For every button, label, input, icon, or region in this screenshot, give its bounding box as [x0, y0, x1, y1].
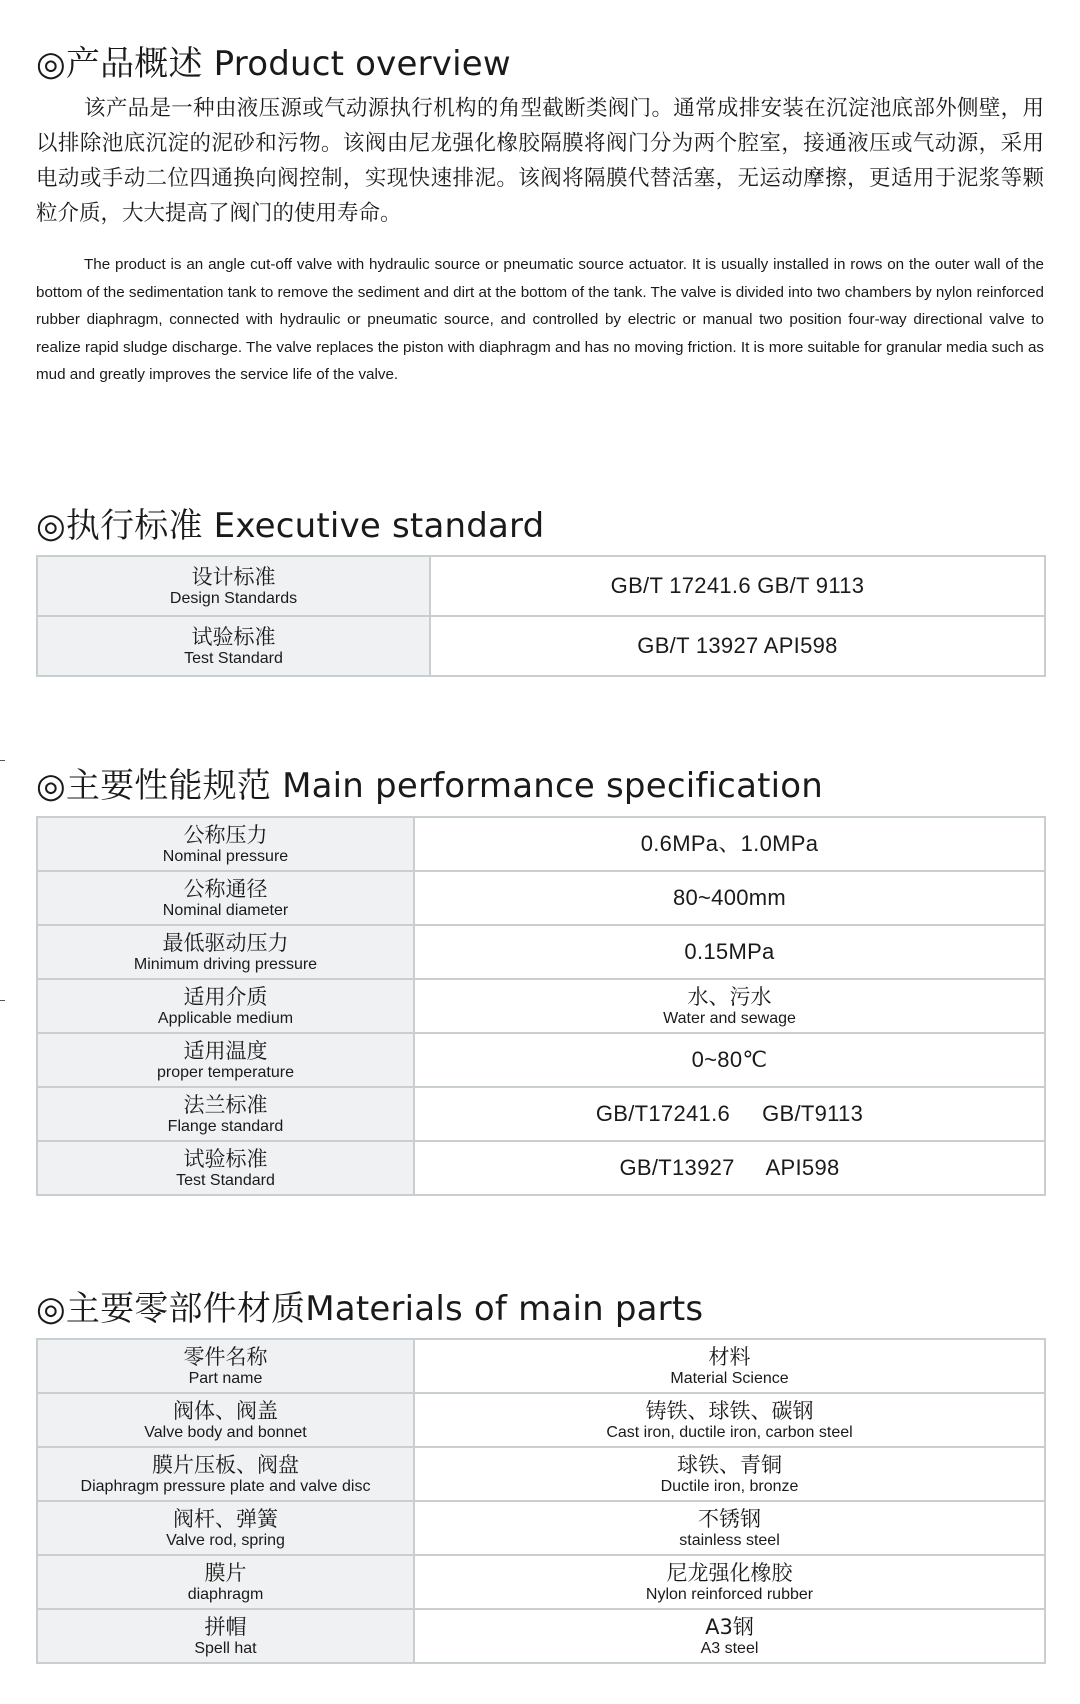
- row-label: [37, 871, 414, 925]
- table-row: [37, 1447, 1045, 1501]
- table-row: [37, 871, 1045, 925]
- row-value: [414, 1087, 1045, 1141]
- row-value: [414, 871, 1045, 925]
- performance-title: ◎主要性能规范 Main performance specification: [36, 766, 824, 806]
- label-en: Design Standards: [169, 589, 298, 607]
- value-text: GB/T 13927 API598: [637, 633, 838, 658]
- label-cn: 零件名称: [183, 1344, 268, 1369]
- executive-table: [36, 555, 1046, 677]
- label-cn: 法兰标准: [183, 1092, 268, 1117]
- table-row: [37, 1501, 1045, 1555]
- executive-title: ◎执行标准 Executive standard: [36, 506, 545, 546]
- value-text-cn: 水、污水: [687, 984, 772, 1009]
- label-en: Valve rod, spring: [166, 1531, 285, 1549]
- row-label: [37, 1033, 414, 1087]
- value-text-cn: 不锈钢: [698, 1506, 761, 1531]
- performance-table: [36, 816, 1046, 1196]
- row-value: [414, 1393, 1045, 1447]
- row-label: [37, 1339, 414, 1393]
- row-label: [37, 1609, 414, 1663]
- row-value: [414, 1141, 1045, 1195]
- row-value: [430, 556, 1045, 616]
- value-text: 0~80℃: [691, 1047, 768, 1072]
- row-value: [414, 925, 1045, 979]
- row-value: [414, 1447, 1045, 1501]
- row-label: [37, 979, 414, 1033]
- label-cn: 适用温度: [183, 1038, 268, 1063]
- row-label: [37, 1501, 414, 1555]
- table-row: [37, 1393, 1045, 1447]
- table-row: [37, 979, 1045, 1033]
- row-value: [414, 817, 1045, 871]
- value-text-en: Material Science: [670, 1369, 789, 1387]
- row-value: [414, 979, 1045, 1033]
- row-value: [414, 1033, 1045, 1087]
- label-en: Test Standard: [176, 1171, 275, 1189]
- row-label: [37, 925, 414, 979]
- label-cn: 膜片: [204, 1560, 247, 1585]
- value-text: GB/T13927 API598: [619, 1155, 840, 1180]
- label-cn: 适用介质: [183, 984, 268, 1009]
- table-row: [37, 925, 1045, 979]
- row-label: [37, 1555, 414, 1609]
- value-text-cn: A3钢: [705, 1614, 754, 1639]
- row-value: [414, 1555, 1045, 1609]
- materials-title: ◎主要零部件材质Materials of main parts: [36, 1289, 704, 1329]
- label-en: Applicable medium: [157, 1009, 294, 1027]
- materials-table: [36, 1338, 1046, 1664]
- label-cn: 最低驱动压力: [162, 930, 289, 955]
- margin-tick: [0, 760, 5, 761]
- value-text-en: Water and sewage: [663, 1009, 796, 1027]
- label-cn: 拼帽: [204, 1614, 247, 1639]
- label-cn: 膜片压板、阀盘: [152, 1452, 299, 1477]
- value-text: GB/T17241.6 GB/T9113: [595, 1101, 864, 1126]
- value-text-cn: 材料: [708, 1344, 751, 1369]
- label-en: diaphragm: [187, 1585, 264, 1603]
- table-row: [37, 556, 1045, 616]
- value-text-en: A3 steel: [700, 1639, 759, 1657]
- row-label: [37, 616, 430, 676]
- table-row: [37, 1555, 1045, 1609]
- label-cn: 试验标准: [183, 1146, 268, 1171]
- row-value: [414, 1339, 1045, 1393]
- label-en: Part name: [188, 1369, 263, 1387]
- value-text-en: stainless steel: [679, 1531, 780, 1549]
- row-label: [37, 1393, 414, 1447]
- label-en: Nominal diameter: [162, 901, 289, 919]
- row-label: [37, 556, 430, 616]
- label-en: Flange standard: [167, 1117, 284, 1135]
- value-text: 80~400mm: [672, 885, 787, 910]
- overview-title: ◎产品概述 Product overview: [36, 44, 511, 84]
- label-en: Nominal pressure: [162, 847, 289, 865]
- value-text-cn: 铸铁、球铁、碳钢: [645, 1398, 814, 1423]
- overview-text-en: The product is an angle cut-off valve with hydraulic source or pneumatic source actuator. It is usually installed in rows on the outer wall of the bottom of the sedimentation tank to remove the sediment and dirt at the bottom of the tank. The valve is divided into two chambers by nylon reinforced rubber diaphragm, connected with hydraulic or pneumatic source, and controlled by electric or manual two position four-way directional valve to realize rapid sludge discharge. The valve replaces the piston with diaphragm and has no moving friction. It is more suitable for granular media such as mud and greatly improves the service life of the valve.: [36, 256, 1044, 383]
- value-text-cn: 球铁、青铜: [677, 1452, 782, 1477]
- table-row: [37, 616, 1045, 676]
- table-row: [37, 1141, 1045, 1195]
- row-value: [414, 1609, 1045, 1663]
- label-cn: 试验标准: [191, 624, 276, 649]
- overview-text-cn: 该产品是一种由液压源或气动源执行机构的角型截断类阀门。通常成排安装在沉淀池底部外侧壁，用以排除池底沉淀的泥砂和污物。该阀由尼龙强化橡胶隔膜将阀门分为两个腔室，接通液压或气动源，采用电动或手动二位四通换向阀控制，实现快速排泥。该阀将隔膜代替活塞，无运动摩擦，更适用于泥浆等颗粒介质，大大提高了阀门的使用寿命。: [36, 96, 1044, 226]
- label-cn: 公称通径: [183, 876, 268, 901]
- label-cn: 阀体、阀盖: [173, 1398, 278, 1423]
- row-value: [430, 616, 1045, 676]
- table-row: [37, 817, 1045, 871]
- label-en: Diaphragm pressure plate and valve disc: [80, 1477, 371, 1495]
- value-text: 0.6MPa、1.0MPa: [640, 831, 819, 856]
- label-cn: 公称压力: [183, 822, 268, 847]
- label-en: Valve body and bonnet: [144, 1423, 307, 1441]
- row-label: [37, 817, 414, 871]
- value-text: GB/T 17241.6 GB/T 9113: [610, 573, 865, 598]
- value-text-en: Nylon reinforced rubber: [645, 1585, 814, 1603]
- value-text-cn: 尼龙强化橡胶: [666, 1560, 793, 1585]
- table-row: [37, 1087, 1045, 1141]
- table-row: [37, 1033, 1045, 1087]
- row-label: [37, 1447, 414, 1501]
- table-row: [37, 1339, 1045, 1393]
- value-text-en: Ductile iron, bronze: [660, 1477, 799, 1495]
- label-en: Test Standard: [184, 649, 283, 667]
- label-en: proper temperature: [157, 1063, 294, 1081]
- value-text-en: Cast iron, ductile iron, carbon steel: [606, 1423, 853, 1441]
- table-row: [37, 1609, 1045, 1663]
- row-label: [37, 1141, 414, 1195]
- row-value: [414, 1501, 1045, 1555]
- label-cn: 阀杆、弹簧: [173, 1506, 278, 1531]
- row-label: [37, 1087, 414, 1141]
- margin-tick: [0, 1000, 5, 1001]
- value-text: 0.15MPa: [684, 939, 775, 964]
- label-en: Spell hat: [194, 1639, 257, 1657]
- label-en: Minimum driving pressure: [133, 955, 318, 973]
- label-cn: 设计标准: [191, 564, 276, 589]
